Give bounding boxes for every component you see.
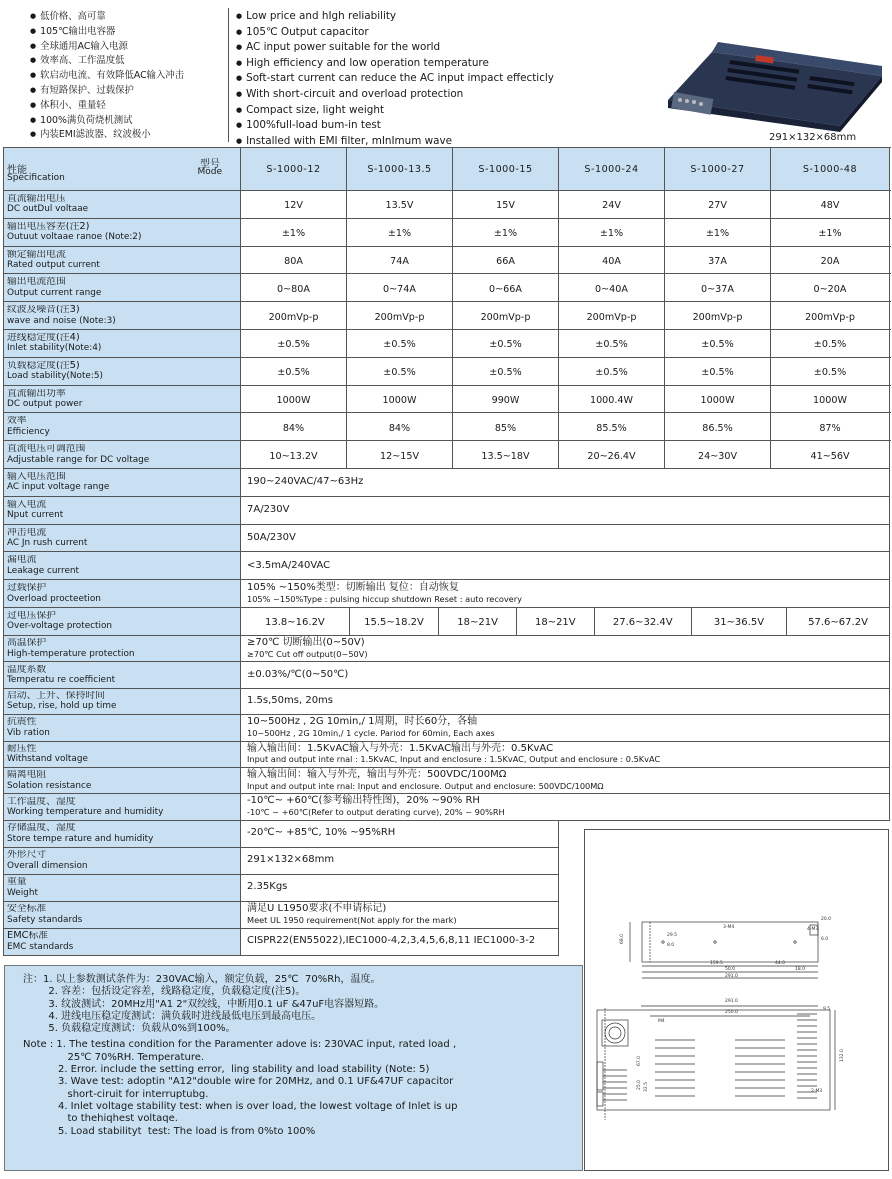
label-cn: 高温保护	[7, 638, 47, 649]
value-sub: 10~500Hz , 2G 10min,/ 1 cycle. Pariod for 60min, Each axes	[247, 727, 495, 738]
spec-value: 0~40A	[559, 274, 665, 302]
note-line: 3. 纹波测试：20MHz用"A1 2"双绞线，中断用0.1 uF &47uF电容器短路。	[23, 998, 385, 1010]
label-en: High-temperature protection	[7, 648, 135, 659]
spec-value: ±0.5%	[241, 329, 347, 357]
label-en: wave and noise (Note:3)	[7, 315, 116, 326]
dim-side-d1: 29.5	[667, 933, 678, 938]
spec-row	[4, 468, 890, 496]
spec-row	[4, 767, 890, 793]
note-line: 2. 容差：包括设定容差，线路稳定度，负载稳定度(注5)。	[23, 986, 306, 998]
dim-side-top-right: 20.0	[821, 917, 832, 922]
dim-side-m1: 44.0	[775, 961, 786, 966]
label-cn: EMC标准	[7, 931, 49, 942]
value-main: 满足U L1950要求(不申请标记)	[247, 903, 387, 915]
value-main: 291×132×68mm	[247, 854, 335, 866]
ovp-values	[241, 607, 890, 635]
value-main: CISPR22(EN55022),IEC1000-4,2,3,4,5,6,8,11 IEC1000-3-2	[247, 935, 536, 947]
label-en: Adjustable range for DC voltage	[7, 454, 150, 465]
label-cn: 抗震性	[7, 717, 37, 728]
spec-value	[241, 688, 890, 714]
spec-value: 86.5%	[665, 413, 771, 441]
dim-side-m2: 18.0	[795, 967, 806, 972]
spec-value	[241, 524, 890, 552]
spec-value	[241, 580, 890, 608]
header-row	[4, 148, 890, 191]
label-cn: 重量	[7, 877, 27, 888]
row-label	[4, 767, 241, 793]
ovp-value: 27.6~32.4V	[595, 608, 692, 635]
spec-row	[4, 741, 890, 767]
dim-side-height: 68.0	[620, 933, 625, 944]
feature-cn-item: ● 105℃输出电容器	[30, 25, 184, 40]
label-en: Working temperature and humidity	[7, 806, 164, 817]
label-cn: 安全标准	[7, 904, 47, 915]
dim-top-w2: 25.0	[637, 1079, 642, 1090]
dim-side-len2: 50.0	[725, 967, 736, 972]
label-cn: 输入电压范围	[7, 471, 66, 482]
spec-row	[4, 413, 890, 441]
ovp-value: 57.6~67.2V	[808, 617, 868, 629]
row-label	[4, 274, 241, 302]
feature-cn-item: ● 效率高、工作温度低	[30, 54, 184, 69]
value-main: 2.35Kgs	[247, 881, 288, 893]
spec-row	[4, 580, 890, 608]
model-header: S-1000-15	[453, 148, 559, 191]
row-label	[4, 302, 241, 330]
label-en: Nput current	[7, 510, 64, 521]
row-label	[4, 794, 241, 820]
spec-value: 200mVp-p	[347, 302, 453, 330]
spec-value: 13.5V	[347, 191, 453, 219]
dim-top-right1: 9.5	[823, 1007, 831, 1012]
model-header: S-1000-12	[241, 148, 347, 191]
label-cn: 过载保护	[7, 583, 47, 594]
value-main: ±0.03%/℃(0~50℃)	[247, 668, 349, 680]
value-sub: Input and output inte rnal: Input and enclosure. Output and enclosure: 500VDC/100MΩ	[247, 780, 604, 791]
spec-value: 1000W	[347, 385, 453, 413]
row-label	[4, 552, 241, 580]
row-label	[4, 357, 241, 385]
label-cn: 隔离电阻	[7, 770, 47, 781]
spec-value: 0~74A	[347, 274, 453, 302]
label-en: EMC standards	[7, 941, 74, 952]
spec-value: ±0.5%	[453, 357, 559, 385]
label-cn: 输入电流	[7, 499, 47, 510]
spec-value: 1000.4W	[559, 385, 665, 413]
spec-value: 41~56V	[771, 441, 890, 469]
label-en: Safety standards	[7, 914, 83, 925]
spec-value: ±0.5%	[665, 329, 771, 357]
feature-cn-item: ● 有短路保护、过载保护	[30, 84, 184, 99]
divider	[228, 8, 229, 142]
feature-en-item: ● AC input power suitable for the world	[236, 40, 554, 56]
note-line: 4. 进线电压稳定度测试：满负载时进线最低电压到最高电压。	[23, 1010, 322, 1022]
spec-value: 20A	[771, 246, 890, 274]
feature-en-item: ● Compact size, light weight	[236, 103, 554, 119]
row-label	[4, 874, 241, 901]
feature-header	[0, 0, 892, 146]
spec-value: ±0.5%	[771, 329, 890, 357]
row-label	[4, 496, 241, 524]
value-main: 10~500Hz , 2G 10min,/ 1周期，时长60分，各轴	[247, 716, 478, 728]
spec-value: 24~30V	[665, 441, 771, 469]
value-main: 1.5s,50ms, 20ms	[247, 695, 334, 707]
label-en: DC output power	[7, 398, 83, 409]
value-main: 50A/230V	[247, 531, 296, 543]
model-header: S-1000-27	[665, 148, 771, 191]
label-cn: 冲击电流	[7, 527, 47, 538]
feature-cn-item: ● 低价格、高可靠	[30, 10, 184, 25]
spec-value: 74A	[347, 246, 453, 274]
spec-value: 200mVp-p	[241, 302, 347, 330]
spec-value: ±0.5%	[241, 357, 347, 385]
spec-value: ±0.5%	[665, 357, 771, 385]
spec-value: 37A	[665, 246, 771, 274]
feature-cn-item: ● 全球通用AC输入电源	[30, 40, 184, 55]
label-en: Over-voltage protection	[7, 621, 113, 632]
label-cn: 输出电流范围	[7, 277, 66, 288]
spec-value: 66A	[453, 246, 559, 274]
dim-top-w1: 67.0	[637, 1055, 642, 1066]
spec-value: ±1%	[453, 218, 559, 246]
spec-value: 27V	[665, 191, 771, 219]
label-cn: 直流输出电压	[7, 193, 66, 204]
row-label	[4, 715, 241, 741]
feature-en-item: ● Low price and hIgh reliability	[236, 9, 554, 25]
spec-row	[4, 329, 890, 357]
spec-value: 200mVp-p	[559, 302, 665, 330]
spec-value	[241, 820, 559, 847]
label-cn: 输出电压容差(注2)	[7, 221, 90, 232]
label-en: Load stability(Note:5)	[7, 371, 103, 382]
spec-value	[241, 496, 890, 524]
label-cn: 直流输出功率	[7, 388, 66, 399]
value-main: 7A/230V	[247, 503, 290, 515]
side-view-drawing	[630, 922, 818, 978]
spec-value: 12~15V	[347, 441, 453, 469]
dim-top-m1: M4	[658, 1019, 665, 1024]
row-label	[4, 468, 241, 496]
label-cn: 启动、上升、保持时间	[7, 691, 105, 702]
ovp-value: 18~21V	[439, 608, 517, 635]
spec-value: 48V	[771, 191, 890, 219]
dimensions-caption: 291×132×68mm	[769, 132, 857, 143]
spec-row	[4, 496, 890, 524]
value-main: 105% ~150%类型：切断输出 复位：自动恢复	[247, 582, 459, 594]
label-cn: 耐压性	[7, 743, 37, 754]
spec-value	[241, 715, 890, 741]
spec-value	[241, 928, 559, 955]
spec-value: 990W	[453, 385, 559, 413]
model-header: S-1000-24	[559, 148, 665, 191]
spec-value	[241, 662, 890, 688]
spec-value: 0~80A	[241, 274, 347, 302]
spec-value: 0~66A	[453, 274, 559, 302]
feature-cn-item: ● 内装EMI滤波器、纹波极小	[30, 128, 184, 143]
row-label	[4, 928, 241, 955]
spec-value: 80A	[241, 246, 347, 274]
spec-value: 1000W	[665, 385, 771, 413]
label-en: Efficiency	[7, 426, 50, 437]
spec-value	[241, 767, 890, 793]
dim-side-right: 4-M3	[807, 927, 819, 932]
spec-value	[241, 874, 559, 901]
label-en: Withstand voltage	[7, 754, 88, 765]
label-en: Weight	[7, 887, 38, 898]
label-en: AC Jn rush current	[7, 537, 88, 548]
top-view-drawing	[597, 1006, 835, 1120]
label-en: Inlet stability(Note:4)	[7, 343, 102, 354]
feature-cn-item: ● 软启动电流、有效降低AC输入冲击	[30, 69, 184, 84]
spec-row	[4, 246, 890, 274]
note-line: short-ciruit for interruptubg.	[23, 1088, 209, 1100]
row-label	[4, 820, 241, 847]
value-main: -20℃~ +85℃, 10% ~95%RH	[247, 827, 396, 839]
value-sub: Input and output inte rnal : 1.5KvAC, Input and enclosure : 1.5KvAC, Output and enclosure : 0.5KvAC	[247, 754, 661, 765]
value-main: 输入输出间：1.5KvAC输入与外壳：1.5KvAC输出与外壳：0.5KvAC	[247, 742, 554, 754]
label-cn: 温度系数	[7, 664, 47, 675]
feature-en-item: ● With short-circuit and overload protection	[236, 87, 554, 103]
spec-value	[241, 468, 890, 496]
ovp-value: 13.8~16.2V	[241, 608, 350, 635]
spec-row	[4, 552, 890, 580]
spec-cn: 性能	[7, 165, 27, 176]
value-sub: ≥70℃ Cut off output(0~50V)	[247, 648, 368, 659]
spec-row	[4, 688, 890, 714]
ovp-value: 18~21V	[517, 608, 595, 635]
value-main: <3.5mA/240VAC	[247, 559, 331, 571]
spec-en: Specification	[7, 173, 65, 183]
note-line: 5. Load stabilityt test: The load is from 0%to 100%	[23, 1125, 316, 1137]
label-en: Setup, rise, hold up time	[7, 701, 117, 712]
features-chinese-list	[30, 10, 184, 143]
spec-row	[4, 385, 890, 413]
dim-side-mid: 3-M4	[723, 925, 735, 930]
spec-value: ±1%	[241, 218, 347, 246]
row-label	[4, 191, 241, 219]
spec-row	[4, 524, 890, 552]
spec-value	[241, 901, 559, 928]
spec-value: 87%	[771, 413, 890, 441]
spec-value: ±0.5%	[559, 329, 665, 357]
spec-value: ±0.5%	[347, 329, 453, 357]
spec-value	[241, 794, 890, 820]
model-en: Mode	[197, 167, 222, 177]
spec-value: 1000W	[771, 385, 890, 413]
value-main: ≥70℃ 切断输出(0~50V)	[247, 637, 365, 649]
dim-top-w3: 32.5	[644, 1081, 649, 1092]
spec-value: 24V	[559, 191, 665, 219]
spec-value: 10~13.2V	[241, 441, 347, 469]
product-photo	[660, 16, 890, 132]
label-en: Temperatu re coefficient	[7, 675, 116, 686]
header-label	[4, 148, 241, 191]
value-sub: 105% ~150%Type : pulsing hiccup shutdown Reset : auto recovery	[247, 593, 522, 604]
label-cn: 工作温度、湿度	[7, 796, 76, 807]
row-label	[4, 741, 241, 767]
spec-value: 0~20A	[771, 274, 890, 302]
label-cn: 漏电流	[7, 555, 37, 566]
spec-value: ±0.5%	[771, 357, 890, 385]
row-label	[4, 413, 241, 441]
feature-en-item: ● Soft-start current can reduce the AC input impact effecticly	[236, 71, 554, 87]
note-line: 25℃ 70%RH. Temperature.	[23, 1051, 205, 1063]
dim-side-d2: 8.0	[667, 943, 675, 948]
ovp-row	[4, 607, 890, 635]
feature-cn-item: ● 体积小、重量轻	[30, 99, 184, 114]
note-line: Note : 1. The testina condition for the Paramenter adove is: 230VAC input, rated load ,	[23, 1039, 457, 1051]
spec-row	[4, 274, 890, 302]
dim-side-bottom-right: 6.0	[821, 937, 829, 942]
ovp-value: 31~36.5V	[692, 608, 787, 635]
spec-value: ±1%	[347, 218, 453, 246]
spec-value: 0~37A	[665, 274, 771, 302]
row-label	[4, 607, 241, 635]
spec-value: ±1%	[559, 218, 665, 246]
feature-en-item: ● High efficiency and low operation temperature	[236, 56, 554, 72]
label-en: Outuut voltaae ranoe (Note:2)	[7, 232, 142, 243]
label-en: Solation resistance	[7, 780, 92, 791]
dim-side-len1: 159.5	[710, 961, 723, 966]
spec-value: 200mVp-p	[453, 302, 559, 330]
spec-value: ±0.5%	[453, 329, 559, 357]
label-en: DC outDul voltaae	[7, 204, 89, 215]
spec-value: 85.5%	[559, 413, 665, 441]
row-label	[4, 218, 241, 246]
value-main: 190~240VAC/47~63Hz	[247, 476, 364, 488]
label-en: Vib ration	[7, 727, 50, 738]
value-sub: -10℃ ~ +60℃(Refer to output derating curve), 20% ~ 90%RH	[247, 806, 505, 817]
value-main: -10℃~ +60℃(参考输出特性图)，20% ~90% RH	[247, 795, 480, 807]
value-main: 输入输出间：输入与外壳，输出与外壳：500VDC/100MΩ	[247, 769, 507, 781]
label-cn: 效率	[7, 416, 27, 427]
label-en: Store tempe rature and humidity	[7, 833, 154, 844]
spec-value	[241, 741, 890, 767]
feature-en-item: ● 105℃ Output capacitor	[236, 25, 554, 41]
dim-top-inner: 250.0	[725, 1010, 738, 1015]
label-en: Leakage current	[7, 565, 80, 576]
model-header: S-1000-13.5	[347, 148, 453, 191]
label-cn: 外形尺寸	[7, 850, 47, 861]
note-line: 注：1. 以上参数测试条件为：230VAC输入，额定负载，25℃ 70%Rh，温度。	[23, 974, 381, 985]
dim-side-total: 291.0	[725, 974, 738, 979]
model-cn: 型号	[200, 159, 220, 170]
spec-row	[4, 715, 890, 741]
label-cn: 额定输出电流	[7, 249, 66, 260]
spec-value: 12V	[241, 191, 347, 219]
row-label	[4, 901, 241, 928]
spec-row	[4, 635, 890, 661]
spec-value: 85%	[453, 413, 559, 441]
row-label	[4, 441, 241, 469]
notes-panel	[4, 965, 583, 1171]
note-line: 2. Error. include the setting error, ling stability and load stability (Note: 5)	[23, 1064, 430, 1076]
spec-value: 200mVp-p	[771, 302, 890, 330]
row-label	[4, 385, 241, 413]
row-label	[4, 635, 241, 661]
feature-en-item: ● 100%full-load bum-in test	[236, 118, 554, 134]
spec-value	[241, 552, 890, 580]
row-label	[4, 524, 241, 552]
row-label	[4, 662, 241, 688]
feature-en-item: ● Installed with EMI filter, mInImum wave	[236, 134, 554, 150]
label-cn: 直流电压可调范围	[7, 444, 86, 455]
row-label	[4, 580, 241, 608]
spec-value: 84%	[347, 413, 453, 441]
note-line: 5. 负载稳定度测试：负载从0%到100%。	[23, 1023, 236, 1035]
spec-value: 1000W	[241, 385, 347, 413]
spec-row	[4, 302, 890, 330]
spec-value: ±0.5%	[559, 357, 665, 385]
features-english-list	[236, 9, 554, 149]
spec-row	[4, 357, 890, 385]
spec-value: 200mVp-p	[665, 302, 771, 330]
label-cn: 存储温度、湿度	[7, 823, 76, 834]
spec-value: ±0.5%	[347, 357, 453, 385]
spec-row	[4, 191, 890, 219]
row-label	[4, 847, 241, 874]
label-en: AC input voltage range	[7, 482, 110, 493]
row-label	[4, 688, 241, 714]
spec-row	[4, 794, 890, 820]
dim-top-right2: 2-M3	[811, 1089, 823, 1094]
row-label	[4, 329, 241, 357]
note-line: to thehiqhest voltaqe.	[23, 1113, 178, 1125]
label-cn: 过电压保护	[7, 611, 56, 622]
spec-row	[4, 218, 890, 246]
label-cn: 负载稳定度(注5)	[7, 360, 80, 371]
spec-value: 15V	[453, 191, 559, 219]
label-cn: 纹波及噪音(注3)	[7, 305, 80, 316]
mechanical-drawing	[584, 829, 889, 1171]
spec-value: 40A	[559, 246, 665, 274]
dim-top-height: 132.0	[840, 1049, 845, 1062]
row-label	[4, 246, 241, 274]
label-en: Rated output current	[7, 259, 100, 270]
spec-value: ±1%	[665, 218, 771, 246]
dim-top-total: 291.0	[725, 999, 738, 1004]
model-header: S-1000-48	[771, 148, 890, 191]
label-en: Overall dimension	[7, 860, 88, 871]
ovp-value: 15.5~18.2V	[350, 608, 439, 635]
value-sub: Meet UL 1950 requirement(Not apply for the mark)	[247, 914, 457, 925]
spec-value	[241, 635, 890, 661]
label-en: Overload procteetion	[7, 593, 101, 604]
spec-row	[4, 441, 890, 469]
spec-value: ±1%	[771, 218, 890, 246]
feature-cn-item: ● 100%满负荷烧机测试	[30, 114, 184, 129]
label-cn: 进线稳定度(注4)	[7, 332, 80, 343]
spec-value: 20~26.4V	[559, 441, 665, 469]
note-line: 4. Inlet voltage stability test: when is over load, the lowest voltage of Inlet is up	[23, 1100, 458, 1112]
spec-value: 84%	[241, 413, 347, 441]
note-line: 3. Wave test: adoptin "A12"double wire for 20MHz, and 0.1 UF&47UF capacitor	[23, 1076, 454, 1088]
spec-value	[241, 847, 559, 874]
spec-row	[4, 662, 890, 688]
label-en: Output current range	[7, 287, 102, 298]
spec-value: 13.5~18V	[453, 441, 559, 469]
